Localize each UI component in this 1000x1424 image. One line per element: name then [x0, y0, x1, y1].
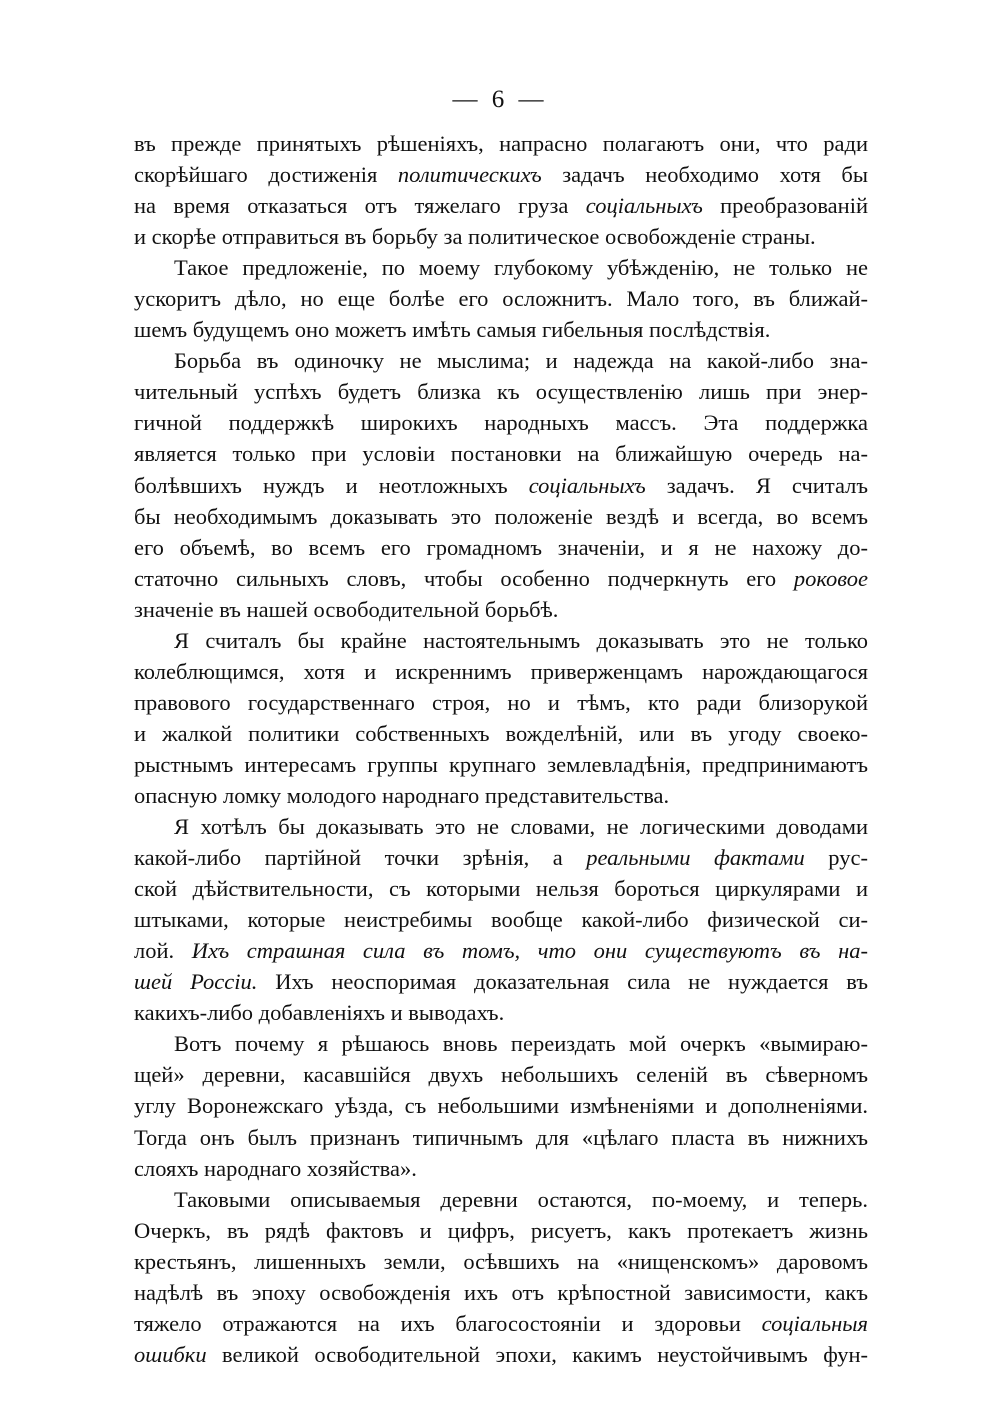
text-run: гичной поддержкѣ широкихъ народныхъ массъ. Эта поддержка [134, 410, 868, 436]
text-run: его объемѣ, во всемъ его громадномъ значеніи, и я не нахожу до- [134, 534, 868, 560]
text-run: является только при условіи постановки на ближайшую очередь на- [134, 441, 868, 467]
text-run: рус- [804, 845, 868, 871]
text-run: Тогда онъ былъ признанъ типичнымъ для «цѣлаго пласта въ нижнихъ [134, 1124, 868, 1150]
text-line [134, 1184, 868, 1215]
text-line [134, 1153, 868, 1184]
text-line [134, 780, 868, 811]
text-run: Я считалъ бы крайне настоятельнымъ доказывать это не только [174, 627, 868, 653]
text-line [134, 1246, 868, 1277]
text-run: бы необходимымъ доказывать это положеніе вездѣ и всегда, во всемъ [134, 503, 868, 529]
text-line [134, 190, 868, 221]
text-run: Вотъ почему я рѣшаюсь вновь переиздать мой очеркъ «вымираю- [174, 1031, 868, 1057]
text-line [134, 221, 868, 252]
text-run: надѣлѣ въ эпоху освобожденія ихъ отъ крѣпостной зависимости, какъ [134, 1279, 868, 1305]
text-line [134, 842, 868, 873]
text-line [134, 873, 868, 904]
text-run: правового государственнаго строя, но и тѣмъ, кто ради близорукой [134, 689, 868, 715]
text-run: въ прежде принятыхъ рѣшеніяхъ, напрасно полагаютъ они, что ради [134, 131, 868, 156]
text-run: Очеркъ, въ рядѣ фактовъ и цифръ, рисуетъ, какъ протекаетъ жизнь [134, 1217, 868, 1243]
text-run: скорѣйшаго достиженія [134, 162, 398, 188]
text-line [134, 749, 868, 780]
text-line [134, 1122, 868, 1153]
text-run: штыками, которые неистребимы вообще какой-либо физической си- [134, 907, 868, 933]
text-run: тяжело отражаются на ихъ благосостояніи и здоровьи [134, 1310, 762, 1336]
italic-text: реальными фактами [586, 845, 805, 871]
italic-text: роковое [793, 565, 868, 591]
body-text [134, 128, 868, 1370]
text-line [134, 997, 868, 1028]
italic-text: политическихъ [397, 162, 542, 188]
italic-text: соціальныхъ [528, 472, 646, 498]
text-line [134, 1308, 868, 1339]
text-run: статочно сильныхъ словъ, чтобы особенно подчеркнуть его [134, 565, 794, 591]
text-line [134, 811, 868, 842]
text-run: ской дѣйствительности, съ которыми нельзя бороться циркулярами и [134, 876, 868, 902]
text-run: лой. [134, 938, 192, 964]
text-line [134, 625, 868, 656]
text-run: и скорѣе отправиться въ борьбу за политическое освобожденіе страны. [134, 224, 816, 250]
page-number: — 6 — [452, 86, 548, 113]
text-run: преобразованій [702, 193, 868, 219]
text-line [134, 407, 868, 438]
text-run: опасную ломку молодого народнаго представительства. [134, 782, 670, 808]
text-line [134, 128, 868, 159]
text-line [134, 904, 868, 935]
text-line [134, 314, 868, 345]
text-run: Борьба въ одиночку не мыслима; и надежда на какой-либо зна- [174, 348, 868, 374]
italic-text: Ихъ страшная сила въ томъ, что они существуютъ въ на- [191, 938, 868, 964]
text-run: Такое предложеніе, по моему глубокому убѣжденію, не только не [174, 255, 868, 281]
text-run: крестьянъ, лишенныхъ земли, осѣвшихъ на «нищенскомъ» даровомъ [134, 1248, 868, 1274]
text-line [134, 470, 868, 501]
text-line [134, 345, 868, 376]
text-line [134, 283, 868, 314]
text-line [134, 563, 868, 594]
text-line [134, 252, 868, 283]
text-run: и жалкой политики собственныхъ вожделѣній, или въ угоду своеко- [134, 720, 868, 746]
text-run: болѣвшихъ нуждъ и неотложныхъ [134, 472, 529, 498]
text-line [134, 438, 868, 469]
text-line [134, 1339, 868, 1370]
text-run: на время отказаться отъ тяжелаго груза [134, 193, 586, 219]
text-run: Таковыми описываемыя деревни остаются, по-моему, и теперь. [174, 1186, 868, 1212]
text-line [134, 159, 868, 190]
text-line [134, 1090, 868, 1121]
text-line [134, 594, 868, 625]
text-run: ускоритъ дѣло, но еще болѣе его осложнитъ. Мало того, въ ближай- [134, 286, 868, 312]
text-run: задачъ необходимо хотя бы [541, 162, 868, 188]
text-run: какой-либо партійной точки зрѣнія, а [134, 845, 587, 871]
text-line [134, 1028, 868, 1059]
italic-text: ошибки [134, 1341, 207, 1367]
text-line [134, 1059, 868, 1090]
text-line [134, 935, 868, 966]
italic-text: соціальныя [761, 1310, 868, 1336]
text-run: какихъ-либо добавленіяхъ и выводахъ. [134, 1000, 505, 1026]
italic-text: шей Россіи. [134, 969, 258, 995]
text-run: углу Воронежскаго уѣзда, съ небольшими измѣненіями и дополненіями. [134, 1093, 868, 1119]
text-line [134, 501, 868, 532]
text-line [134, 532, 868, 563]
text-run: щей» деревни, касавшійся двухъ небольшихъ селеній въ сѣверномъ [134, 1062, 868, 1088]
text-run: слояхъ народнаго хозяйства». [134, 1155, 417, 1181]
text-line [134, 1277, 868, 1308]
text-line [134, 687, 868, 718]
text-run: великой освободительной эпохи, какимъ неустойчивымъ фун- [206, 1341, 868, 1367]
italic-text: соціальныхъ [585, 193, 703, 219]
text-line [134, 1215, 868, 1246]
text-line [134, 376, 868, 407]
text-run: колеблющимся, хотя и искреннимъ приверженцамъ нарождающагося [134, 658, 868, 684]
text-run: задачъ. Я считалъ [645, 472, 868, 498]
text-line [134, 966, 868, 997]
text-run: значеніе въ нашей освободительной борьбѣ. [134, 596, 559, 622]
text-line [134, 656, 868, 687]
text-run: шемъ будущемъ оно можетъ имѣть самыя гибельныя послѣдствія. [134, 317, 771, 343]
text-run: Ихъ неоспоримая доказательная сила не нуждается въ [257, 969, 868, 995]
text-line [134, 718, 868, 749]
text-run: чительный успѣхъ будетъ близка къ осуществленію лишь при энер- [134, 379, 868, 405]
text-run: рыстнымъ интересамъ группы крупнаго землевладѣнія, предпринимаютъ [134, 751, 868, 777]
text-run: Я хотѣлъ бы доказывать это не словами, не логическими доводами [174, 814, 868, 840]
